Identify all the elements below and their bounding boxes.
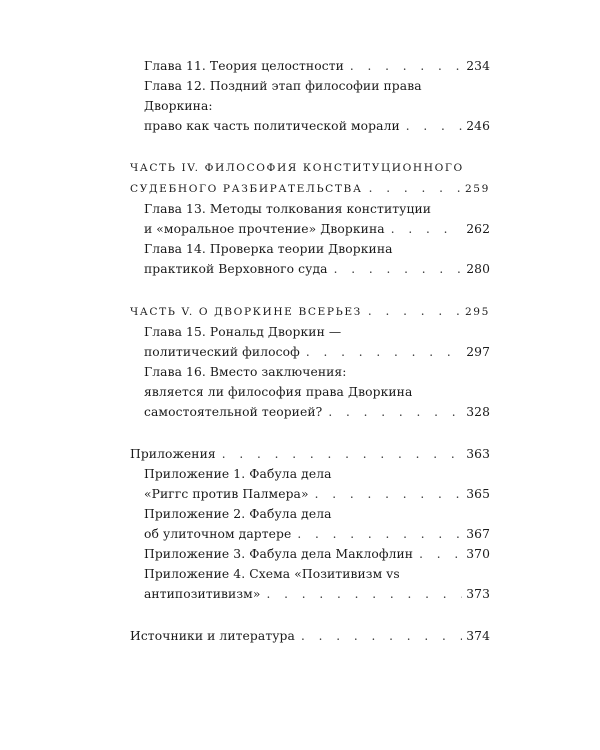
toc-entry-page-number: 328 [466,405,490,419]
toc-entry[interactable] [130,301,490,322]
toc-entry-row [130,626,490,646]
toc-entry[interactable] [130,464,490,504]
toc-entry-row [144,524,490,544]
dot-leader [350,56,462,76]
toc-entry-page-number: 365 [466,487,490,501]
toc-entry-title-line: Источники и литература [130,629,295,643]
toc-entry-row [130,178,490,199]
toc-entry[interactable] [130,158,490,199]
dot-leader [334,259,463,279]
dot-leader [419,544,462,564]
toc-entry-title-line: ЧАСТЬ IV. ФИЛОСОФИЯ КОНСТИТУЦИОННОГО [130,162,464,174]
toc-entry-title-line: Глава 11. Теория целостности [144,59,344,73]
toc-group [130,626,490,646]
toc-group [130,56,490,136]
dot-leader [266,584,462,604]
dot-leader [328,402,462,422]
toc-entry-title-line: Глава 12. Поздний этап философии права Дворкина: [144,79,422,113]
toc-entry-row [144,342,490,362]
toc-entry-row [144,544,490,564]
dot-leader [368,301,461,321]
toc-group [130,301,490,422]
toc-entry-row [130,444,490,464]
toc-entry[interactable] [130,56,490,76]
toc-entry-page-number: 280 [466,262,490,276]
toc-entry-title-line: практикой Верховного суда [144,262,328,276]
toc-entry[interactable] [130,444,490,464]
toc-group [130,158,490,279]
toc-entry-page-number: 297 [466,345,490,359]
toc-entry-title-line: Глава 13. Методы толкования конституции [144,202,432,216]
toc-entry-title-line: является ли философия права Дворкина [144,385,413,399]
toc-entry-row [144,259,490,279]
toc-entry-page-number: 370 [466,547,490,561]
toc-entry[interactable] [130,199,490,239]
toc-entry-title-line: и «моральное прочтение» Дворкина [144,222,385,236]
toc-entry[interactable] [130,564,490,604]
toc-entry-title-line: антипозитивизм» [144,587,261,601]
toc-entry[interactable] [130,504,490,544]
toc-entry-title-line: «Риггс против Палмера» [144,487,309,501]
toc-entry-row [130,301,490,322]
toc-entry-page-number: 363 [466,447,490,461]
toc-entry-title-line: ЧАСТЬ V. О ДВОРКИНЕ ВСЕРЬЕЗ [130,306,362,318]
toc-group [130,444,490,604]
table-of-contents [130,56,490,668]
toc-entry-page-number: 374 [466,629,490,643]
toc-entry-title-line: Глава 15. Рональд Дворкин — [144,325,342,339]
toc-entry-title-line: СУДЕБНОГО РАЗБИРАТЕЛЬСТВА [130,183,363,195]
toc-entry-page-number: 234 [466,59,490,73]
dot-leader [406,116,462,136]
toc-entry-page-number: 295 [464,306,490,318]
toc-entry-title-line: Глава 14. Проверка теории Дворкина [144,242,393,256]
toc-entry-row [144,116,490,136]
toc-entry-page-number: 373 [466,587,490,601]
toc-entry-row [144,402,490,422]
toc-entry-title-line: право как часть политической морали [144,119,400,133]
toc-entry-page-number: 367 [466,527,490,541]
toc-entry-row [144,484,490,504]
toc-entry[interactable] [130,544,490,564]
toc-entry-row [144,584,490,604]
toc-entry-row [144,56,490,76]
toc-entry-title-line: Глава 16. Вместо заключения: [144,365,347,379]
toc-entry-title-line: Приложение 2. Фабула дела [144,507,332,521]
toc-entry[interactable] [130,322,490,362]
dot-leader [369,178,461,198]
toc-entry-title-line: Приложение 1. Фабула дела [144,467,332,481]
dot-leader [301,626,462,646]
toc-entry-title-line: Приложение 3. Фабула дела Маклофлин [144,547,414,561]
toc-entry-page-number: 246 [466,119,490,133]
dot-leader [222,444,462,464]
dot-leader [315,484,463,504]
toc-entry-title-line: политический философ [144,345,300,359]
toc-entry-row [144,219,490,239]
dot-leader [306,342,462,362]
dot-leader [391,219,463,239]
toc-entry[interactable] [130,626,490,646]
dot-leader [297,524,462,544]
toc-entry-page-number: 259 [464,183,490,195]
toc-entry-title-line: самостоятельной теорией? [144,405,323,419]
toc-entry-title-line: об улиточном дартере [144,527,292,541]
toc-entry-title-line: Приложение 4. Схема «Позитивизм vs [144,567,400,581]
toc-entry[interactable] [130,362,490,422]
toc-entry[interactable] [130,239,490,279]
toc-entry[interactable] [130,76,490,136]
toc-entry-page-number: 262 [466,222,490,236]
toc-entry-title-line: Приложения [130,447,216,461]
